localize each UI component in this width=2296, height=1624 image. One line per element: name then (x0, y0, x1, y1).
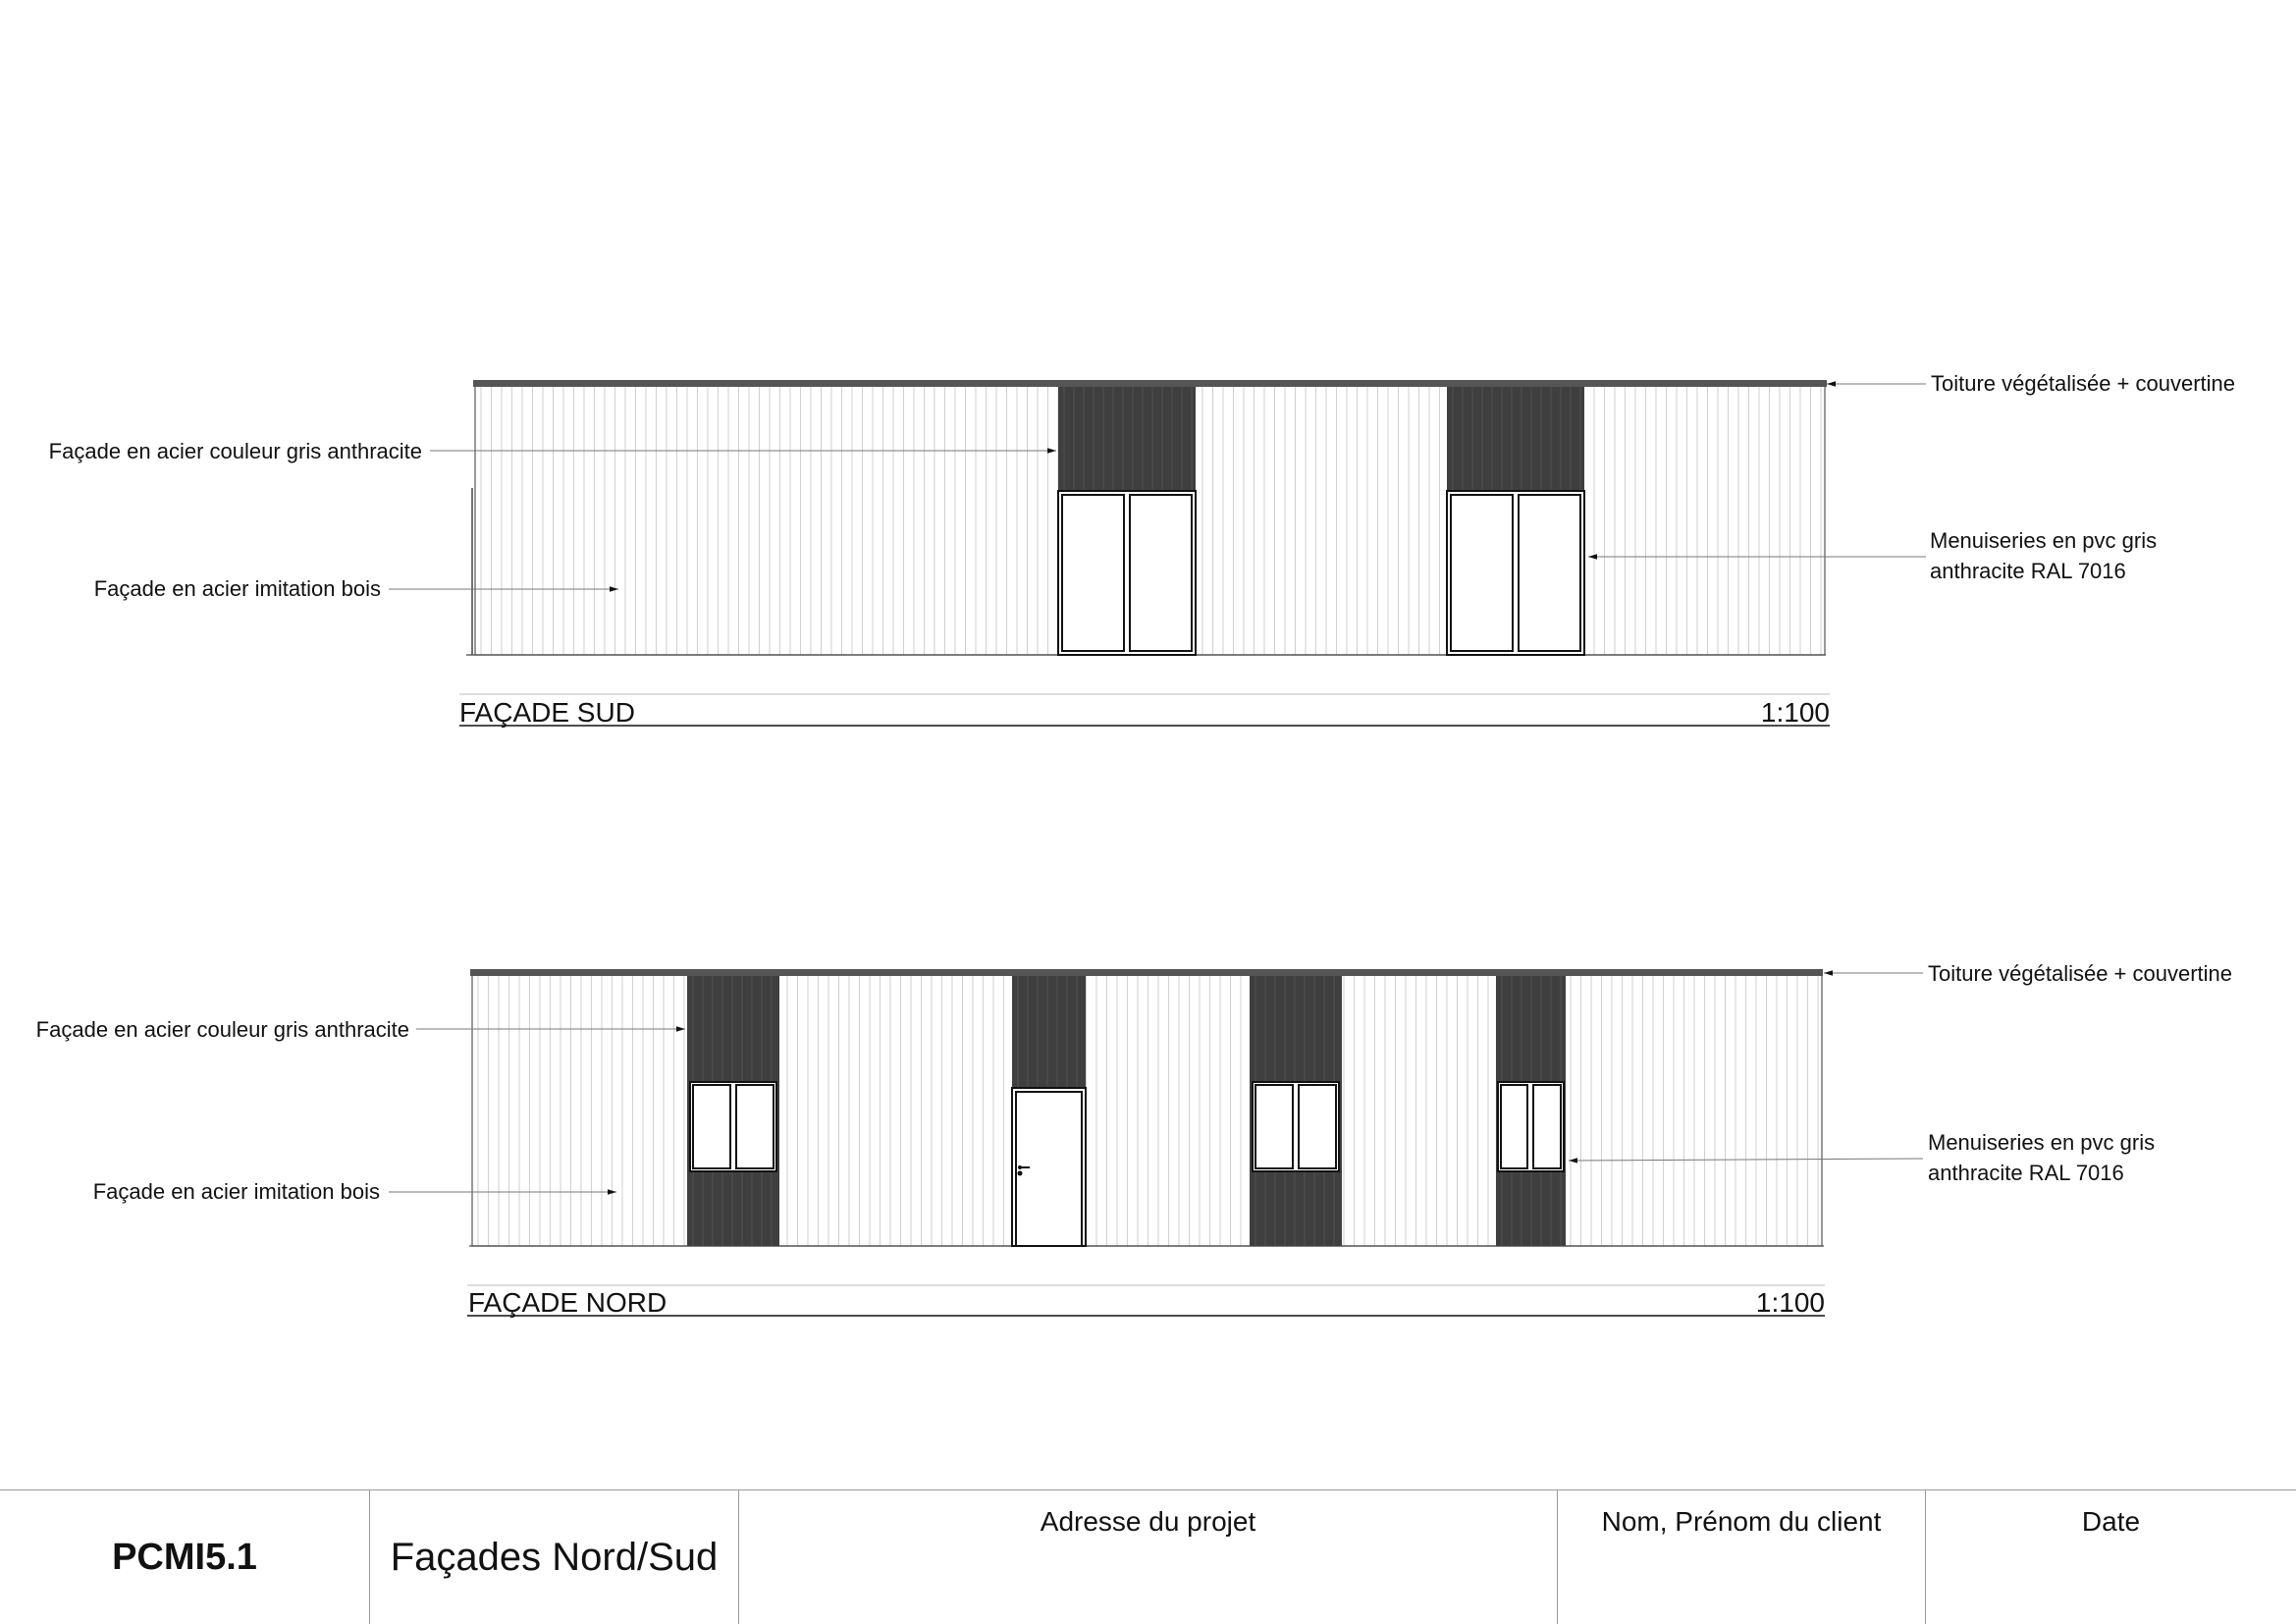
label-facade-wood: Façade en acier imitation bois (92, 1179, 380, 1204)
label-roof: Toiture végétalisée + couvertine (1928, 961, 2233, 986)
view-title: FAÇADE SUD (459, 697, 635, 728)
label-joinery-line2: anthracite RAL 7016 (1928, 1161, 2124, 1185)
label-joinery-line1: Menuiseries en pvc gris (1928, 1130, 2156, 1155)
roof-coping (470, 969, 1823, 976)
window-1 (690, 1082, 776, 1171)
facade-outline (472, 975, 1822, 1246)
label-facade-grey: Façade en acier couleur gris anthracite (48, 439, 422, 463)
plan-title: Façades Nord/Sud (370, 1490, 739, 1624)
view-scale: 1:100 (1755, 1287, 1825, 1318)
label-joinery-line1: Menuiseries en pvc gris (1930, 528, 2158, 553)
wood-cladding-pattern (478, 976, 1818, 1246)
facade-nord-elevation (36, 961, 2232, 1318)
date-label: Date (2081, 1506, 2141, 1537)
door-handle (1018, 1171, 1023, 1176)
view-title: FAÇADE NORD (468, 1287, 667, 1318)
glazed-door-1 (1058, 491, 1196, 655)
label-roof: Toiture végétalisée + couvertine (1931, 371, 2236, 396)
label-joinery-line2: anthracite RAL 7016 (1930, 559, 2126, 583)
dark-panel-1 (1058, 387, 1196, 491)
date-cell (1926, 1490, 2296, 1624)
dark-column-2 (1012, 976, 1086, 1088)
project-address-label: Adresse du projet (1040, 1506, 1256, 1537)
label-facade-wood: Façade en acier imitation bois (93, 576, 381, 601)
project-address-cell (739, 1490, 1558, 1624)
plan-code: PCMI5.1 (0, 1490, 370, 1624)
facade-sud-elevation (49, 371, 2235, 728)
client-name-cell (1558, 1490, 1926, 1624)
label-facade-grey: Façade en acier couleur gris anthracite (35, 1017, 409, 1042)
glazed-door-2 (1447, 491, 1584, 655)
view-scale: 1:100 (1760, 697, 1830, 728)
entry-door (1012, 1088, 1086, 1246)
window-3 (1498, 1082, 1564, 1171)
window-2 (1253, 1082, 1339, 1171)
dark-panel-2 (1447, 387, 1584, 491)
roof-coping (473, 380, 1827, 387)
client-name-label: Nom, Prénom du client (1601, 1506, 1882, 1537)
title-block (0, 1489, 2296, 1624)
